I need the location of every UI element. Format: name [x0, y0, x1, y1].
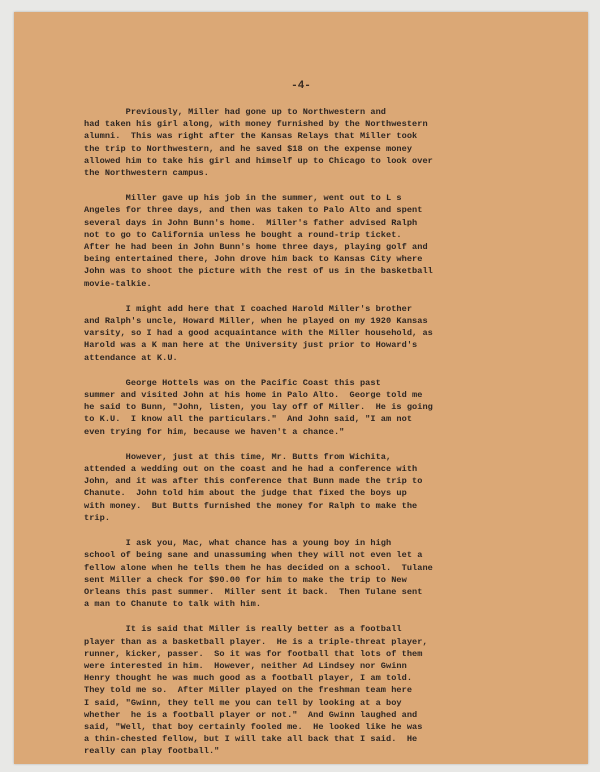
text-line: even trying for him, because we haven't a chance." [84, 426, 345, 437]
text-line: Angeles for three days, and then was taken to Palo Alto and spent [84, 205, 423, 216]
text-line: being entertained there, John drove him back to Kansas City where [84, 254, 423, 265]
text-line: were interested in him. However, neither Ad Lindsey nor Gwinn [84, 660, 407, 671]
text-line: I ask you, Mac, what chance has a young boy in high [84, 538, 392, 549]
text-line: not to go to California unless he bought a round-trip ticket. [84, 229, 402, 240]
text-line: sent Miller a check for $90.00 for him to make the trip to New [84, 574, 407, 585]
text-line: Orleans this past summer. Miller sent it back. Then Tulane sent [84, 586, 423, 597]
text-line: summer and visited John at his home in Palo Alto. George told me [84, 390, 423, 401]
letter-body [84, 106, 532, 771]
paragraph [84, 192, 532, 290]
text-line: trip. [84, 512, 111, 523]
text-line: attended a wedding out on the coast and he had a conference with [84, 464, 418, 475]
text-line: alumni. This was right after the Kansas Relays that Miller took [84, 131, 418, 142]
paragraph [84, 303, 532, 364]
text-line: said, "Well, that boy certainly fooled me. He looked like he was [84, 721, 423, 732]
text-line: It is said that Miller is really better as a football [84, 624, 402, 635]
paragraph [84, 106, 532, 179]
text-line: fellow alone when he tells them he has decided on a school. Tulane [84, 562, 433, 573]
text-line: runner, kicker, passer. So it was for football that lots of them [84, 648, 423, 659]
text-line: really can play football." [84, 746, 220, 757]
text-line: player than as a basketball player. He is a triple-threat player, [84, 636, 428, 647]
text-line: and Ralph's uncle, Howard Miller, when he played on my 1920 Kansas [84, 316, 428, 327]
text-line: whether he is a football player or not." And Gwinn laughed and [84, 709, 418, 720]
text-line: with money. But Butts furnished the money for Ralph to make the [84, 500, 418, 511]
text-line: allowed him to take his girl and himself up to Chicago to look over [84, 155, 433, 166]
text-line: Henry thought he was much good as a football player, I am told. [84, 673, 413, 684]
text-line: Chanute. John told him about the judge that fixed the boys up [84, 488, 407, 499]
text-line: movie-talkie. [84, 278, 152, 289]
text-line: he said to Bunn, "John, listen, you lay off of Miller. He is going [84, 402, 433, 413]
text-line: a man to Chanute to talk with him. [84, 599, 262, 610]
text-line: I might add here that I coached Harold Miller's brother [84, 303, 413, 314]
document-page [14, 12, 588, 764]
text-line: the trip to Northwestern, and he saved $18 on the expense money [84, 143, 413, 154]
page-number: -4- [291, 80, 311, 92]
text-line: varsity, so I had a good acquaintance with the Miller household, as [84, 328, 433, 339]
text-line: After he had been in John Bunn's home three days, playing golf and [84, 242, 428, 253]
text-line: Previously, Miller had gone up to Northwestern and [84, 107, 387, 117]
text-line: the Northwestern campus. [84, 168, 209, 179]
paragraph [84, 377, 532, 438]
text-line: John was to shoot the picture with the rest of us in the basketball [84, 266, 433, 277]
text-line: attendance at K.U. [84, 352, 178, 363]
text-line: John, and it was after this conference that Bunn made the trip to [84, 476, 423, 487]
text-line: had taken his girl along, with money furnished by the Northwestern [84, 119, 428, 130]
text-line: to K.U. I know all the particulars." And John said, "I am not [84, 414, 413, 425]
text-line: I said, "Gwinn, they tell me you can tell by looking at a boy [84, 697, 402, 708]
text-line: several days in John Bunn's home. Miller's father advised Ralph [84, 217, 418, 228]
text-line: Harold was a K man here at the University just prior to Howard's [84, 340, 418, 351]
text-line: They told me so. After Miller played on the freshman team here [84, 685, 413, 696]
paragraph [84, 537, 532, 610]
text-line: a thin-chested fellow, but I will take all back that I said. He [84, 734, 418, 745]
text-line: However, just at this time, Mr. Butts from Wichita, [84, 451, 392, 462]
paragraph [84, 451, 532, 524]
text-line: Miller gave up his job in the summer, went out to L s [84, 193, 402, 204]
paragraph [84, 623, 532, 757]
text-line: George Hottels was on the Pacific Coast this past [84, 377, 381, 388]
text-line: school of being sane and unassuming when they will not even let a [84, 550, 423, 561]
